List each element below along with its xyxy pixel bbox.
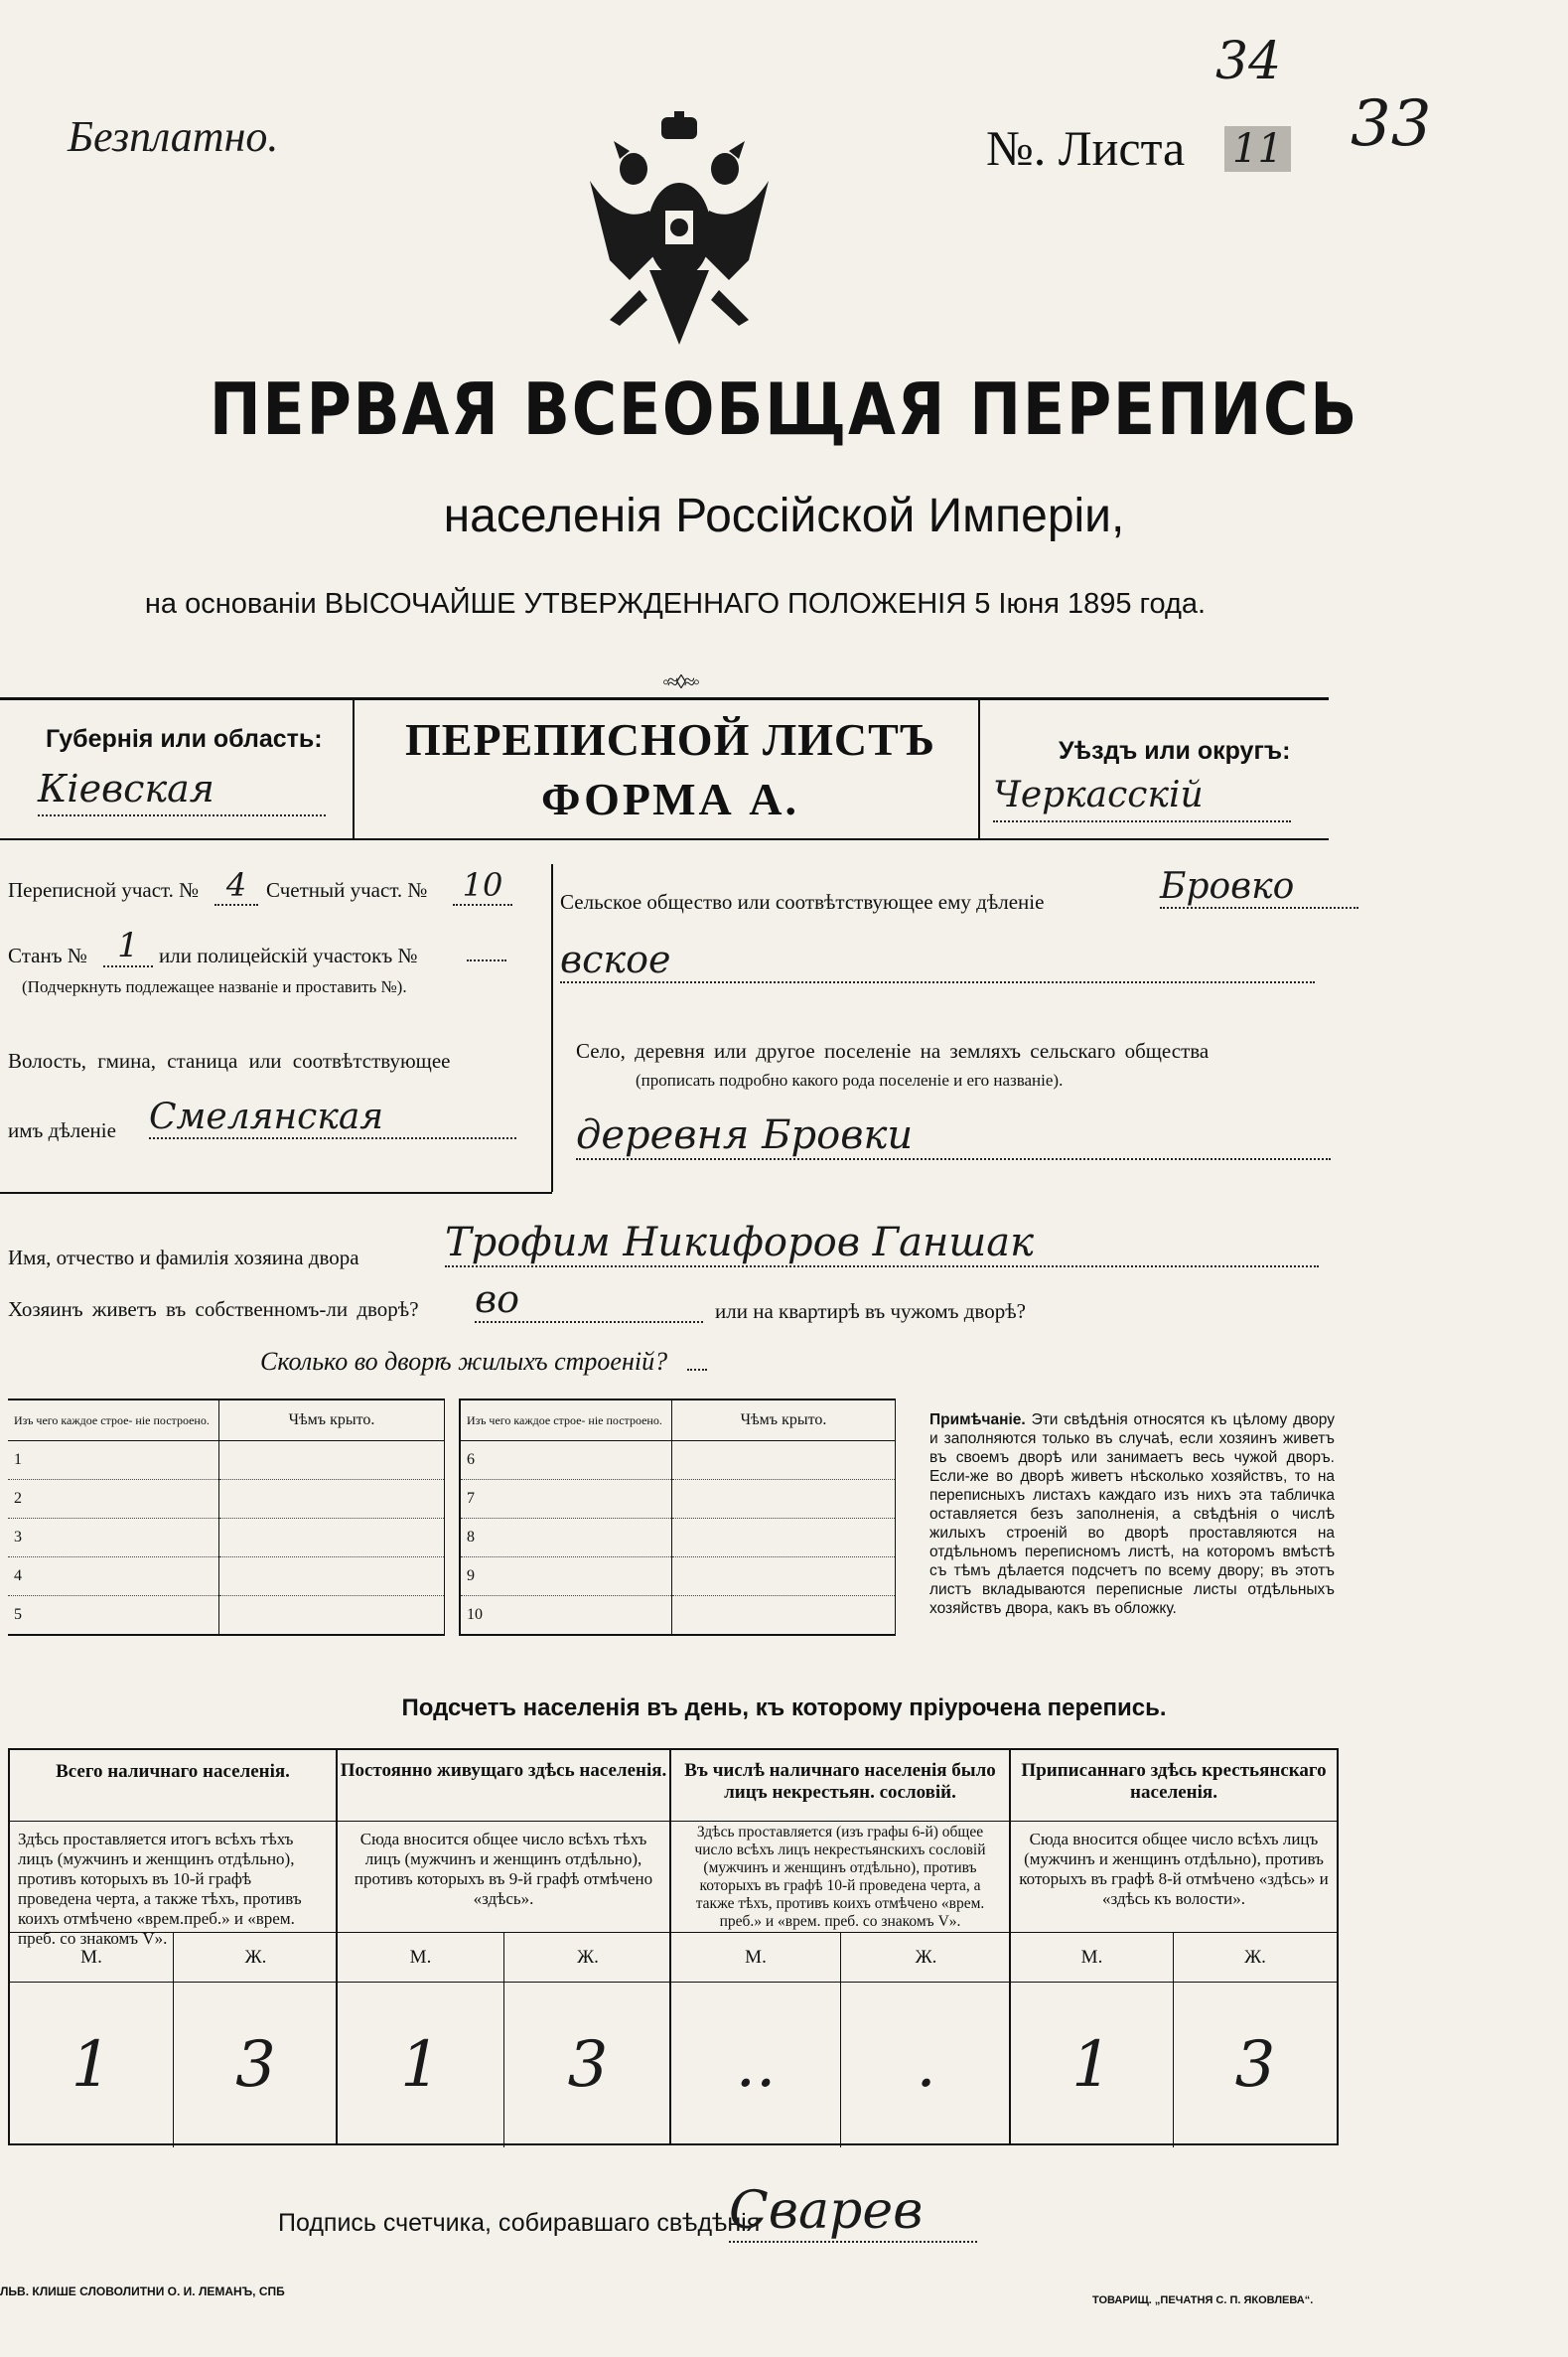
society-field-2: вское [560, 938, 1315, 983]
col-title: Всего наличнаго населенія. [10, 1750, 336, 1822]
sheet-number-label: №. Листа [986, 120, 1186, 176]
male-count: 1 [338, 1983, 504, 2147]
society-label: Сельское общество или соотвѣтствующее ему дѣленіе [560, 890, 1045, 914]
note-title: Примѣчаніе. [929, 1411, 1026, 1428]
population-col-total [10, 1750, 338, 2143]
stan-field: 1 [103, 926, 153, 967]
rent-label: или на квартирѣ въ чужомъ дворѣ? [715, 1299, 1026, 1323]
population-col-registered [1011, 1750, 1337, 2143]
female-header: Ж. [841, 1933, 1011, 1983]
village-field: деревня Бровки [576, 1112, 1331, 1160]
volost-field: Смелянская [149, 1097, 516, 1139]
left-block-divider [551, 864, 553, 1192]
building-row-roof [219, 1596, 445, 1635]
building-row-num: 10 [460, 1596, 672, 1635]
building-row-num: 5 [8, 1596, 219, 1635]
footer-printer-right: ТОВАРИЩ. „ПЕЧАТНЯ С. П. ЯКОВЛЕВА“. [1092, 2294, 1314, 2306]
ornament-divider: ◦≈◊≈◦ [661, 671, 698, 693]
stan-label: Станъ № [8, 944, 87, 967]
archive-number-2: 33 [1351, 87, 1432, 161]
owner-name-field: Трофим Никифоров Ганшак [445, 1220, 1319, 1267]
form-divider-left [353, 697, 355, 838]
col-roof-header: Чѣмъ крыто. [219, 1399, 445, 1441]
buildings-table-left [8, 1399, 445, 1636]
own-yard-label: Хозяинъ живетъ въ собственномъ-ли дворѣ? [8, 1297, 419, 1321]
building-row-num: 4 [8, 1557, 219, 1596]
building-row-num: 7 [460, 1480, 672, 1519]
free-label: Безплатно. [68, 112, 279, 161]
double-headed-eagle-icon [570, 111, 788, 350]
building-row-roof [219, 1480, 445, 1519]
col-description: Здѣсь проставляется (изъ графы 6-й) общее число всѣхъ лицъ некрестьянскихъ сословій (мужчинъ и женщинъ отдѣльно), противъ которыхъ въ графѣ 10-й проведена черта, а также тѣхъ, противъ коихъ отмѣчено «врем. преб.» и «врем. преб. со знакомъ V». [671, 1822, 1009, 1933]
police-label: или полицейскій участокъ № [159, 944, 418, 967]
buildings-table-right [459, 1399, 896, 1636]
building-row-num: 2 [8, 1480, 219, 1519]
underline-note: (Подчеркнуть подлежащее названіе и проставить №). [22, 977, 407, 996]
male-header: М. [671, 1933, 841, 1983]
form-divider-right [978, 697, 980, 838]
col-description: Сюда вносится общее число всѣхъ тѣхъ лицъ (мужчинъ и женщинъ отдѣльно), противъ которыхъ въ 9-й графѣ отмѣчено «здѣсь». [338, 1822, 669, 1933]
female-count: 3 [235, 2028, 276, 2102]
volost-label-1: Волость, гмина, станица или соотвѣтствующее [8, 1049, 451, 1073]
fields-bottom-rule [0, 1192, 552, 1194]
female-header: Ж. [1174, 1933, 1337, 1983]
volost-label-2: имъ дѣленіе [8, 1118, 116, 1142]
female-count: . [916, 2028, 936, 2102]
sheet-number-value: 11 [1224, 126, 1291, 172]
col-material-header: Изъ чего каждое строе- ніе построено. [8, 1399, 219, 1441]
signature-field: Сварев [729, 2181, 977, 2243]
buildings-label: Сколько во дворѣ жилыхъ строеній? [260, 1347, 668, 1376]
basis-line: на основаніи ВЫСОЧАЙШЕ УТВЕРЖДЕННАГО ПОЛОЖЕНІЯ 5 Іюня 1895 года. [144, 588, 1207, 620]
police-field [467, 959, 506, 961]
village-note: (прописать подробно какого рода поселеніе и его названіе). [636, 1071, 1064, 1090]
col-title: Постоянно живущаго здѣсь населенія. [338, 1750, 669, 1822]
building-row-num: 6 [460, 1441, 672, 1480]
census-district-field: 4 [214, 866, 258, 906]
building-row-roof [219, 1557, 445, 1596]
note-block [929, 1410, 1335, 1618]
society-field-1: Бровко [1160, 866, 1358, 909]
col-roof-header: Чѣмъ крыто. [672, 1399, 896, 1441]
building-row-roof [219, 1519, 445, 1557]
col-title: Приписаннаго здѣсь крестьянскаго населенія. [1011, 1750, 1337, 1822]
form-title-2: ФОРМА А. [541, 774, 799, 824]
signature-label: Подпись счетчика, собиравшаго свѣдѣнія [278, 2209, 761, 2237]
population-col-permanent [338, 1750, 671, 2143]
building-row-num: 1 [8, 1441, 219, 1480]
female-header: Ж. [174, 1933, 338, 1983]
building-row-roof [219, 1441, 445, 1480]
building-row-roof [672, 1557, 896, 1596]
building-row-roof [672, 1596, 896, 1635]
population-col-non-peasant [671, 1750, 1011, 2143]
building-row-num: 8 [460, 1519, 672, 1557]
counting-district-label: Счетный участ. № [266, 878, 428, 902]
province-field: Кіевская [38, 767, 326, 816]
own-yard-field: во [475, 1277, 703, 1323]
footer-printer-left: ЛЬВ. КЛИШЕ СЛОВОЛИТНИ О. И. ЛЕМАНЪ, СПБ [0, 2284, 285, 2298]
male-header: М. [338, 1933, 504, 1983]
male-header: М. [1011, 1933, 1174, 1983]
population-table [8, 1748, 1339, 2145]
col-description: Сюда вносится общее число всѣхъ лицъ (мужчинъ и женщинъ отдѣльно), противъ которыхъ въ графѣ 8-й отмѣчено «здѣсь» и «здѣсь къ волости». [1011, 1822, 1337, 1933]
census-district-label: Переписной участ. № [8, 878, 200, 902]
male-count: 1 [10, 1983, 174, 2147]
col-description: Здѣсь проставляется итогъ всѣхъ тѣхъ лицъ (мужчинъ и женщинъ отдѣльно), противъ которыхъ въ 10-й графѣ проведена черта, а также тѣхъ, противъ коихъ отмѣчено «врем.преб.» и «врем. преб. со знакомъ V». [10, 1822, 336, 1933]
male-count: 1 [1011, 1983, 1174, 2147]
counting-district-field: 10 [453, 866, 512, 906]
building-row-roof [672, 1441, 896, 1480]
district-field: Черкасскій [993, 775, 1291, 822]
female-count: 3 [567, 2028, 609, 2102]
form-bottom-rule [0, 838, 1329, 840]
page-subtitle: населенія Россійской Имперіи, [443, 490, 1125, 542]
note-text: Эти свѣдѣнія относятся къ цѣлому двору и заполняются только въ случаѣ, если хозяинъ живетъ въ своемъ дворѣ или занимаетъ весь чужой дворъ. Если-же во дворѣ живетъ нѣсколько хозяйствъ, то на переписныхъ листахъ каждаго изъ нихъ эта табличка оставляется безъ заполненія, а свѣдѣнія о числѣ жилыхъ строеній во дворѣ проставляются на отдѣльномъ переписномъ листѣ, на которомъ вмѣстѣ съ тѣмъ дѣлается подсчетъ по всему двору; въ этотъ листъ вкладываются переписные листы отдѣльныхъ хозяйствъ двора, какъ въ обложку. [929, 1411, 1336, 1617]
male-count: .. [671, 1983, 841, 2147]
female-header: Ж. [504, 1933, 671, 1983]
page-title: ПЕРВАЯ ВСЕОБЩАЯ ПЕРЕПИСЬ [209, 368, 1359, 451]
owner-name-label: Имя, отчество и фамилія хозяина двора [8, 1246, 359, 1269]
village-label: Село, деревня или другое поселеніе на земляхъ сельскаго общества [576, 1039, 1210, 1063]
female-count: 3 [1234, 2028, 1276, 2102]
district-label: Уѣздъ или округъ: [1059, 737, 1291, 765]
population-heading: Подсчетъ населенія въ день, къ которому пріурочена перепись. [401, 1694, 1167, 1721]
buildings-field [687, 1369, 707, 1371]
building-row-num: 3 [8, 1519, 219, 1557]
form-top-rule [0, 697, 1329, 700]
building-row-roof [672, 1519, 896, 1557]
male-header: М. [10, 1933, 174, 1983]
archive-number-1: 34 [1215, 32, 1282, 91]
province-label: Губернія или область: [46, 725, 323, 753]
col-title: Въ числѣ наличнаго населенія было лицъ некрестьян. сословій. [671, 1750, 1009, 1822]
building-row-num: 9 [460, 1557, 672, 1596]
building-row-roof [672, 1480, 896, 1519]
form-title-1: ПЕРЕПИСНОЙ ЛИСТЪ [404, 714, 936, 765]
col-material-header: Изъ чего каждое строе- ніе построено. [460, 1399, 672, 1441]
